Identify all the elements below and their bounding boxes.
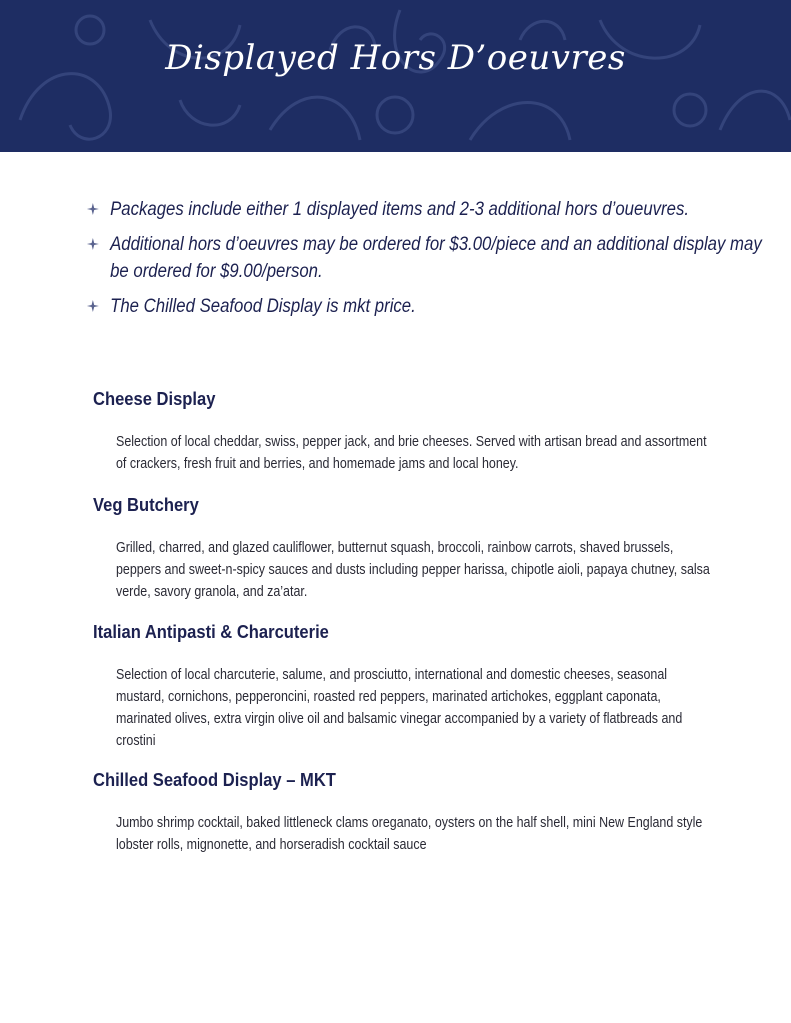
package-note: [86, 231, 764, 285]
section-description: Jumbo shrimp cocktail, baked littleneck clams oreganato, oysters on the half shell, mini New England style lobster rolls, mignonette, and horseradish cocktail sauce: [116, 815, 703, 853]
package-note-text: The Chilled Seafood Display is mkt price.: [110, 295, 416, 317]
section-title: Cheese Display: [93, 389, 216, 409]
section-description: Grilled, charred, and glazed cauliflower, butternut squash, broccoli, rainbow carrots, shaved brussels, peppers and sweet-n-spicy sauces and dusts including pepper harissa, chipotle aioli, papaya chutney, salsa verde, savory granola, and za’atar.: [116, 540, 710, 600]
package-note-text: Additional hors d’oeuvres may be ordered for $3.00/piece and an additional display may be ordered for $9.00/person.: [110, 233, 762, 282]
section-title: Veg Butchery: [93, 495, 199, 515]
menu-section-veg-butchery: [93, 495, 753, 600]
menu-section-chilled-seafood: [93, 770, 753, 853]
sparkle-bullet-icon: [86, 299, 100, 313]
menu-section-cheese-display: [93, 389, 753, 472]
section-description: Selection of local charcuterie, salume, and prosciutto, international and domestic cheeses, seasonal mustard, cornichons, pepperoncini, roasted red peppers, marinated artichokes, eggplant caponata, marinated olives, extra virgin olive oil and balsamic vinegar accompanied by a variety of flatbreads and crostini: [116, 667, 683, 749]
section-title: Chilled Seafood Display – MKT: [93, 770, 336, 790]
package-note: [86, 196, 764, 223]
section-title: Italian Antipasti & Charcuterie: [93, 622, 329, 642]
package-notes-list: [86, 196, 762, 328]
package-note: [86, 293, 764, 320]
package-note-text: Packages include either 1 displayed items and 2-3 additional hors d’oueuvres.: [110, 198, 690, 220]
page-header-banner: [0, 0, 791, 152]
page-title: Displayed Hors D’oeuvres: [165, 38, 626, 78]
sparkle-bullet-icon: [86, 237, 100, 251]
menu-section-italian-antipasti: [93, 622, 753, 749]
sparkle-bullet-icon: [86, 202, 100, 216]
section-description: Selection of local cheddar, swiss, pepper jack, and brie cheeses. Served with artisan bread and assortment of crackers, fresh fruit and berries, and homemade jams and local honey.: [116, 434, 707, 472]
